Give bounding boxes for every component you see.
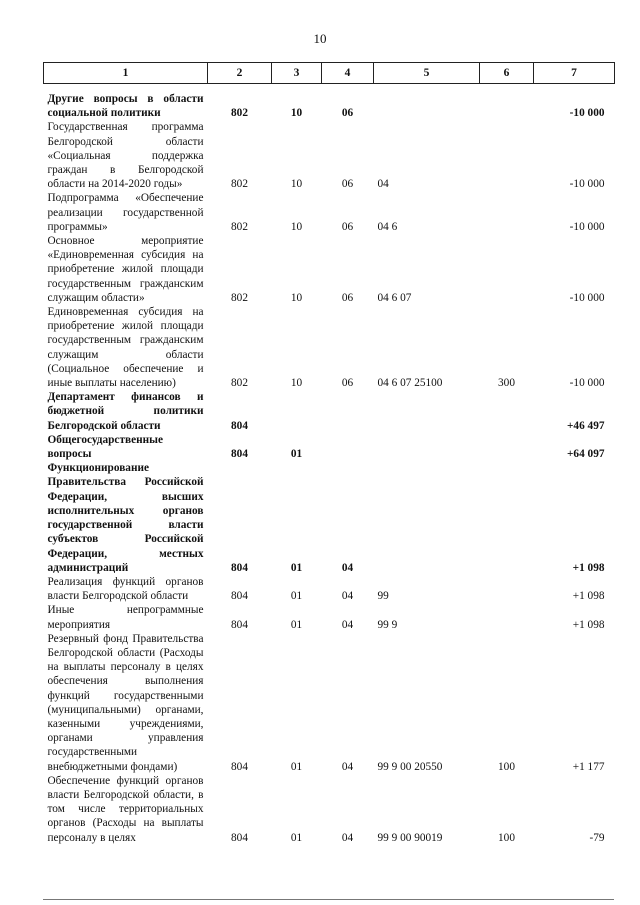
- row-amount-change: +1 098: [572, 590, 605, 603]
- row-expense-type: [480, 234, 534, 305]
- table-row: [44, 575, 615, 603]
- row-ministry-code: 804: [231, 419, 248, 432]
- row-ministry-code: 802: [231, 377, 248, 390]
- row-target-article: 04: [377, 178, 389, 191]
- row-expense-type: [480, 191, 534, 234]
- row-target-article: 99 9 00 20550: [377, 760, 443, 773]
- row-description: Иные непрограммные мероприятия: [47, 604, 204, 631]
- row-description: Другие вопросы в области социальной политики: [47, 93, 204, 120]
- row-section-code: 10: [290, 291, 303, 304]
- budget-table: [43, 62, 615, 845]
- row-subsection-code: 06: [341, 291, 354, 304]
- row-section-code: 01: [290, 561, 303, 574]
- row-ministry-code: 804: [231, 590, 248, 603]
- row-expense-type: [480, 575, 534, 603]
- row-ministry-code: 804: [231, 448, 248, 461]
- row-subsection-code: 06: [341, 377, 354, 390]
- row-expense-type: [480, 433, 534, 461]
- row-section-code: 10: [290, 178, 303, 191]
- row-ministry-code: 802: [231, 220, 248, 233]
- table-row: [44, 390, 615, 433]
- row-target-article: [374, 390, 480, 433]
- row-target-article: [374, 433, 480, 461]
- row-section-code: 01: [290, 448, 303, 461]
- row-subsection-code: 04: [341, 760, 354, 773]
- row-description: Реализация функций органов власти Белгородской области: [47, 575, 204, 603]
- row-ministry-code: 804: [231, 561, 248, 574]
- table-row: [44, 234, 615, 305]
- row-section-code: 01: [290, 618, 303, 631]
- row-target-article: 99: [377, 590, 389, 603]
- row-ministry-code: 804: [231, 831, 248, 844]
- row-target-article: 04 6 07 25100: [377, 377, 443, 390]
- row-target-article: 04 6: [377, 220, 398, 233]
- row-subsection-code: 04: [341, 561, 354, 574]
- table-header-row: [44, 63, 615, 84]
- row-ministry-code: 802: [231, 107, 248, 120]
- table-row: [44, 774, 615, 845]
- col-header-3: 3: [272, 63, 322, 84]
- row-target-article: 99 9 00 90019: [377, 831, 443, 844]
- page-number: 10: [313, 31, 327, 46]
- row-target-article: 99 9: [377, 618, 398, 631]
- row-amount-change: -10 000: [569, 220, 605, 233]
- row-amount-change: +46 497: [566, 419, 605, 432]
- row-amount-change: +64 097: [566, 448, 605, 461]
- row-amount-change: +1 098: [572, 561, 605, 574]
- col-header-1: 1: [44, 63, 208, 84]
- row-subsection-code: 06: [341, 178, 354, 191]
- row-expense-type: 300: [498, 377, 515, 390]
- row-description: Функционирование Правительства Российской Федерации, высших исполнительных органов государственной власти субъектов Российской Федерации, местных администраций: [47, 462, 204, 574]
- row-section-code: 10: [290, 377, 303, 390]
- row-description: Подпрограмма «Обеспечение реализации государственной программы»: [47, 192, 204, 233]
- row-amount-change: +1 098: [572, 618, 605, 631]
- row-section-code: 10: [290, 107, 303, 120]
- row-expense-type: [480, 84, 534, 121]
- table-row: [44, 120, 615, 191]
- row-description: Единовременная субсидия на приобретение жилой площади государственным гражданским служащим области (Социальное обеспечение и иные выплаты населению): [47, 306, 204, 390]
- row-description: Департамент финансов и бюджетной политики Белгородской области: [47, 391, 204, 432]
- col-header-6: 6: [480, 63, 534, 84]
- row-expense-type: 100: [498, 831, 515, 844]
- row-description: Основное мероприятие «Единовременная субсидия на приобретение жилой площади государственным гражданским служащим области»: [47, 235, 204, 304]
- table-row: [44, 632, 615, 774]
- row-target-article: 04 6 07: [377, 291, 412, 304]
- table-row: [44, 84, 615, 121]
- row-description: Обеспечение функций органов власти Белгородской области, в том числе территориальных органов (Расходы на выплаты персоналу в целях: [47, 774, 204, 844]
- row-target-article: [374, 84, 480, 121]
- row-description: Резервный фонд Правительства Белгородской области (Расходы на выплаты персоналу в целях обеспечения выполнения функций государственными (муниципальными) органами, казенными учреждениями, органами управления государственными внебюджетными фондами): [47, 632, 204, 773]
- row-section-code: 01: [290, 760, 303, 773]
- table-row: [44, 433, 615, 461]
- col-header-4: 4: [322, 63, 374, 84]
- table-row: [44, 461, 615, 575]
- row-expense-type: [480, 461, 534, 575]
- row-subsection-code: [322, 433, 374, 461]
- col-header-2: 2: [208, 63, 272, 84]
- row-subsection-code: 04: [341, 831, 354, 844]
- row-section-code: 01: [290, 831, 303, 844]
- row-ministry-code: 802: [231, 291, 248, 304]
- row-section-code: [272, 390, 322, 433]
- row-amount-change: -10 000: [569, 291, 605, 304]
- table-row: [44, 305, 615, 390]
- row-subsection-code: [322, 390, 374, 433]
- row-subsection-code: 04: [341, 618, 354, 631]
- row-amount-change: +1 177: [572, 760, 605, 773]
- row-amount-change: -10 000: [569, 107, 605, 120]
- table-row: [44, 603, 615, 631]
- row-ministry-code: 804: [231, 760, 248, 773]
- row-target-article: [374, 461, 480, 575]
- row-expense-type: [480, 390, 534, 433]
- row-amount-change: -79: [589, 831, 605, 844]
- row-ministry-code: 804: [231, 618, 248, 631]
- row-amount-change: -10 000: [569, 377, 605, 390]
- row-section-code: 01: [290, 590, 303, 603]
- row-description: Государственная программа Белгородской области «Социальная поддержка граждан в Белгородской области на 2014-2020 годы»: [47, 121, 204, 191]
- row-subsection-code: 06: [341, 220, 354, 233]
- table-row: [44, 191, 615, 234]
- row-section-code: 10: [290, 220, 303, 233]
- row-expense-type: [480, 603, 534, 631]
- row-subsection-code: 06: [341, 107, 354, 120]
- row-expense-type: 100: [498, 760, 515, 773]
- col-header-5: 5: [374, 63, 480, 84]
- page-bottom-rule: [43, 899, 614, 900]
- row-subsection-code: 04: [341, 590, 354, 603]
- row-expense-type: [480, 120, 534, 191]
- row-ministry-code: 802: [231, 178, 248, 191]
- row-amount-change: -10 000: [569, 178, 605, 191]
- row-description: Общегосударственные вопросы: [47, 433, 163, 461]
- col-header-7: 7: [534, 63, 615, 84]
